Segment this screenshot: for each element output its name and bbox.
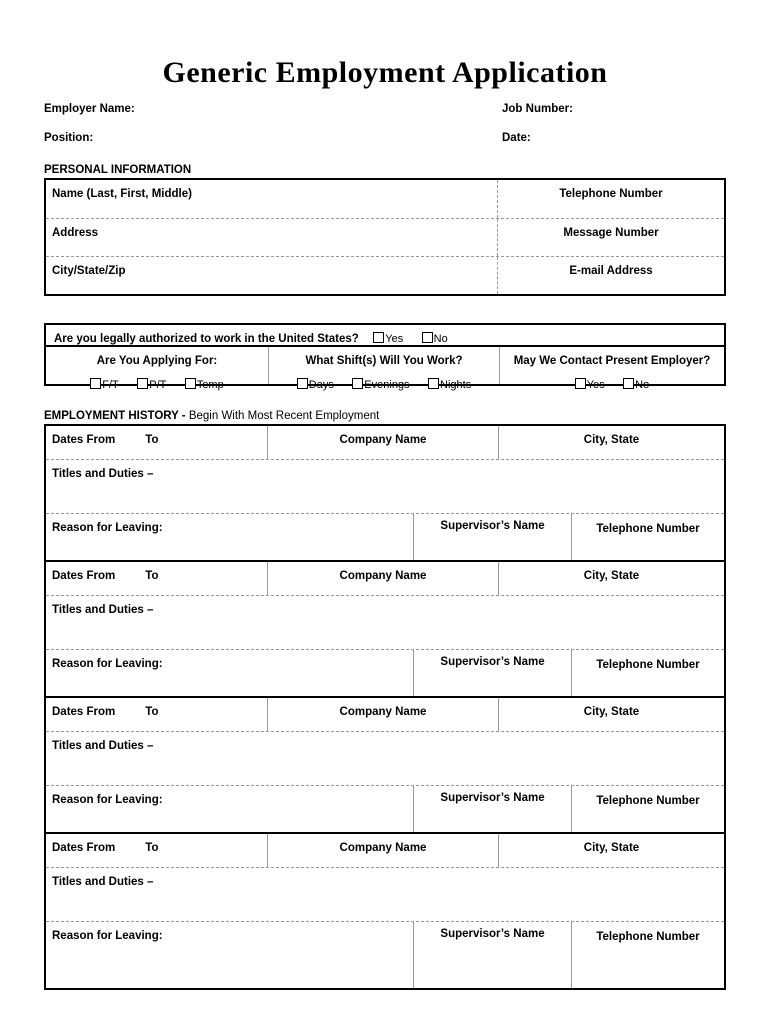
employment-block — [46, 426, 724, 560]
table-row — [46, 180, 724, 218]
personal-info-heading: PERSONAL INFORMATION — [44, 164, 192, 176]
message-number-field[interactable] — [498, 219, 724, 256]
reason-for-leaving-cell[interactable] — [46, 922, 414, 988]
company-name-label: Company Name — [339, 570, 427, 582]
work-authorization-table — [44, 323, 726, 391]
personal-info-table — [44, 178, 726, 296]
checkbox-temp[interactable]: Temp — [185, 375, 224, 393]
supervisor-name-label: Supervisor’s Name — [440, 656, 545, 668]
page-title: Generic Employment Application — [162, 56, 608, 89]
city-state-label: City, State — [583, 842, 640, 854]
supervisor-name-cell[interactable] — [414, 922, 572, 988]
reason-for-leaving-label: Reason for Leaving: — [52, 658, 163, 670]
checkbox-days[interactable]: Days — [297, 375, 334, 393]
titles-duties-cell[interactable] — [46, 460, 724, 514]
titles-duties-cell[interactable] — [46, 732, 724, 786]
dates-to-label: To — [145, 842, 159, 854]
checkbox-contact-no[interactable]: No — [623, 375, 649, 393]
telephone-number-label: Telephone Number — [596, 795, 700, 807]
name-field[interactable] — [46, 180, 498, 218]
checkbox-icon[interactable] — [422, 332, 433, 343]
supervisor-name-label: Supervisor’s Name — [440, 792, 545, 804]
city-state-label: City, State — [583, 434, 640, 446]
authorization-question-row — [46, 325, 724, 347]
checkbox-pt[interactable]: P/T — [137, 375, 166, 393]
company-name-cell[interactable] — [268, 426, 499, 459]
employment-block-bottom-row — [46, 514, 724, 560]
titles-duties-label: Titles and Duties – — [52, 468, 154, 480]
city-state-label: City, State — [583, 570, 640, 582]
employment-history-heading — [44, 410, 726, 422]
telephone-number-cell[interactable] — [572, 786, 724, 832]
dates-from-label: Dates From — [52, 434, 116, 446]
employment-block-top-row — [46, 426, 724, 460]
employment-block-top-row — [46, 834, 724, 868]
city-state-label: City, State — [583, 706, 640, 718]
telephone-field[interactable] — [498, 180, 724, 218]
city-state-zip-label: City/State/Zip — [52, 265, 126, 277]
company-name-label: Company Name — [339, 842, 427, 854]
checkbox-icon[interactable] — [185, 378, 196, 389]
shift-heading: What Shift(s) Will You Work? — [305, 355, 463, 367]
supervisor-name-label: Supervisor’s Name — [440, 928, 545, 940]
city-state-cell[interactable] — [499, 698, 724, 731]
checkbox-contact-yes[interactable]: Yes — [575, 375, 605, 393]
employment-block-top-row — [46, 698, 724, 732]
applying-for-column — [46, 347, 268, 391]
telephone-number-cell[interactable] — [572, 650, 724, 696]
city-state-cell[interactable] — [499, 562, 724, 595]
shift-column — [268, 347, 499, 391]
city-state-cell[interactable] — [499, 426, 724, 459]
dates-cell[interactable] — [46, 698, 268, 731]
email-field[interactable] — [498, 257, 724, 294]
authorization-columns — [46, 347, 724, 391]
table-row — [46, 256, 724, 294]
table-row — [46, 218, 724, 256]
supervisor-name-cell[interactable] — [414, 514, 572, 560]
company-name-cell[interactable] — [268, 698, 499, 731]
telephone-number-label: Telephone Number — [596, 931, 700, 943]
checkbox-authorized-no[interactable]: No — [422, 329, 448, 347]
dates-from-label: Dates From — [52, 842, 116, 854]
header-row-1 — [44, 103, 726, 132]
checkbox-authorized-yes[interactable]: Yes — [373, 329, 403, 347]
titles-duties-label: Titles and Duties – — [52, 604, 154, 616]
employment-block-bottom-row — [46, 650, 724, 696]
employer-name-label: Employer Name: — [44, 103, 135, 115]
employment-block — [46, 560, 724, 696]
employment-block-top-row — [46, 562, 724, 596]
header-fields — [44, 103, 726, 161]
reason-for-leaving-label: Reason for Leaving: — [52, 930, 163, 942]
address-field[interactable] — [46, 219, 498, 256]
checkbox-icon[interactable] — [575, 378, 586, 389]
dates-cell[interactable] — [46, 834, 268, 867]
employment-block-bottom-row — [46, 922, 724, 988]
contact-employer-column — [499, 347, 724, 391]
titles-duties-label: Titles and Duties – — [52, 876, 154, 888]
company-name-label: Company Name — [339, 706, 427, 718]
reason-for-leaving-label: Reason for Leaving: — [52, 794, 163, 806]
authorization-question: Are you legally authorized to work in the United States? — [54, 333, 359, 345]
address-label: Address — [52, 227, 99, 239]
telephone-number-label: Telephone Number — [596, 659, 700, 671]
shift-options — [269, 375, 499, 393]
supervisor-name-label: Supervisor’s Name — [440, 520, 545, 532]
dates-to-label: To — [145, 570, 159, 582]
telephone-number-cell[interactable] — [572, 922, 724, 988]
reason-for-leaving-cell[interactable] — [46, 786, 414, 832]
employment-history-heading-bold: EMPLOYMENT HISTORY - — [44, 410, 186, 422]
city-state-cell[interactable] — [499, 834, 724, 867]
message-number-label: Message Number — [563, 227, 659, 239]
reason-for-leaving-cell[interactable] — [46, 650, 414, 696]
reason-for-leaving-cell[interactable] — [46, 514, 414, 560]
titles-duties-label: Titles and Duties – — [52, 740, 154, 752]
contact-employer-heading: May We Contact Present Employer? — [513, 355, 711, 367]
checkbox-icon[interactable] — [137, 378, 148, 389]
checkbox-ft[interactable]: F/T — [90, 375, 119, 393]
checkbox-evenings[interactable]: Evenings — [352, 375, 409, 393]
telephone-number-label: Telephone Number — [596, 523, 700, 535]
job-number-label: Job Number: — [502, 103, 573, 115]
company-name-label: Company Name — [339, 434, 427, 446]
employment-block — [46, 832, 724, 988]
dates-cell[interactable] — [46, 426, 268, 459]
checkbox-icon[interactable] — [428, 378, 439, 389]
checkbox-icon[interactable] — [297, 378, 308, 389]
titles-duties-cell[interactable] — [46, 596, 724, 650]
dates-cell[interactable] — [46, 562, 268, 595]
dates-from-label: Dates From — [52, 570, 116, 582]
authorization-options — [373, 329, 447, 346]
date-label: Date: — [502, 132, 531, 144]
checkbox-icon[interactable] — [623, 378, 634, 389]
reason-for-leaving-label: Reason for Leaving: — [52, 522, 163, 534]
employment-table — [44, 424, 726, 990]
checkbox-icon[interactable] — [373, 332, 384, 343]
company-name-cell[interactable] — [268, 562, 499, 595]
dates-from-label: Dates From — [52, 706, 116, 718]
checkbox-nights[interactable]: Nights — [428, 375, 471, 393]
company-name-cell[interactable] — [268, 834, 499, 867]
contact-employer-options — [500, 375, 724, 393]
email-label: E-mail Address — [569, 265, 653, 277]
position-label: Position: — [44, 132, 94, 144]
titles-duties-cell[interactable] — [46, 868, 724, 922]
supervisor-name-cell[interactable] — [414, 650, 572, 696]
employment-history-heading-sub: Begin With Most Recent Employment — [188, 410, 380, 422]
checkbox-icon[interactable] — [90, 378, 101, 389]
telephone-number-cell[interactable] — [572, 514, 724, 560]
applying-for-heading: Are You Applying For: — [96, 355, 218, 367]
header-row-2 — [44, 132, 726, 161]
city-state-zip-field[interactable] — [46, 257, 498, 294]
name-label: Name (Last, First, Middle) — [52, 188, 192, 200]
supervisor-name-cell[interactable] — [414, 786, 572, 832]
employment-block — [46, 696, 724, 832]
employment-block-bottom-row — [46, 786, 724, 832]
applying-for-options — [46, 375, 268, 393]
checkbox-icon[interactable] — [352, 378, 363, 389]
dates-to-label: To — [145, 434, 159, 446]
telephone-label: Telephone Number — [559, 188, 663, 200]
dates-to-label: To — [145, 706, 159, 718]
